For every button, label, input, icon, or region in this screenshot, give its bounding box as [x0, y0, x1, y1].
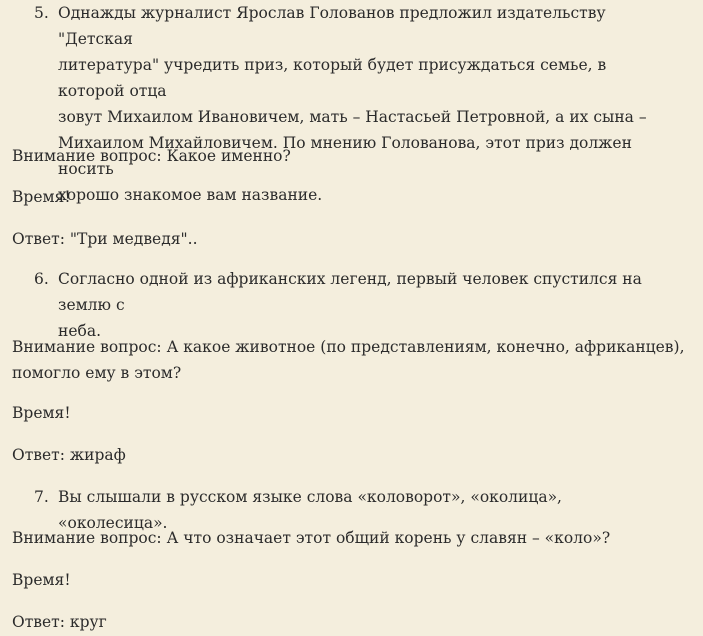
text-line: хорошо знакомое вам название. [58, 186, 323, 204]
answer-text: Ответ: "Три медведя".. [12, 230, 198, 248]
time-label: Время! [12, 188, 71, 206]
question-prompt: Внимание вопрос: А что означает этот общий корень у славян – «коло»? [12, 529, 611, 547]
answer-text: Ответ: круг [12, 613, 107, 631]
text-line: Вы слышали в русском языке слова «коловорот», «околица», «околесица». [58, 488, 562, 532]
text-line: зовут Михаилом Ивановичем, мать – Настасьей Петровной, а их сына – [58, 108, 647, 126]
answer-text: Ответ: жираф [12, 446, 126, 464]
text-line: помогло ему в этом? [12, 364, 182, 382]
text-line: Михаилом Михайловичем. По мнению Голованова, этот приз должен носить [58, 134, 632, 178]
question-prompt [12, 334, 692, 386]
question-text [50, 0, 674, 208]
question-number: 6. [34, 270, 49, 288]
question-item-6 [34, 266, 674, 344]
text-line: Однажды журналист Ярослав Голованов предложил издательству "Детская [58, 4, 606, 48]
question-number: 7. [34, 488, 49, 506]
time-label: Время! [12, 404, 71, 422]
question-item-5 [34, 0, 674, 208]
text-line: Внимание вопрос: А какое животное (по представлениям, конечно, африканцев), [12, 338, 685, 356]
question-prompt: Внимание вопрос: Какое именно? [12, 147, 291, 165]
question-text [50, 266, 674, 344]
time-label: Время! [12, 571, 71, 589]
text-line: неба. [58, 322, 102, 340]
question-number: 5. [34, 4, 49, 22]
text-line: литература" учредить приз, который будет присуждаться семье, в которой отца [58, 56, 607, 100]
text-line: Согласно одной из африканских легенд, первый человек спустился на землю с [58, 270, 642, 314]
